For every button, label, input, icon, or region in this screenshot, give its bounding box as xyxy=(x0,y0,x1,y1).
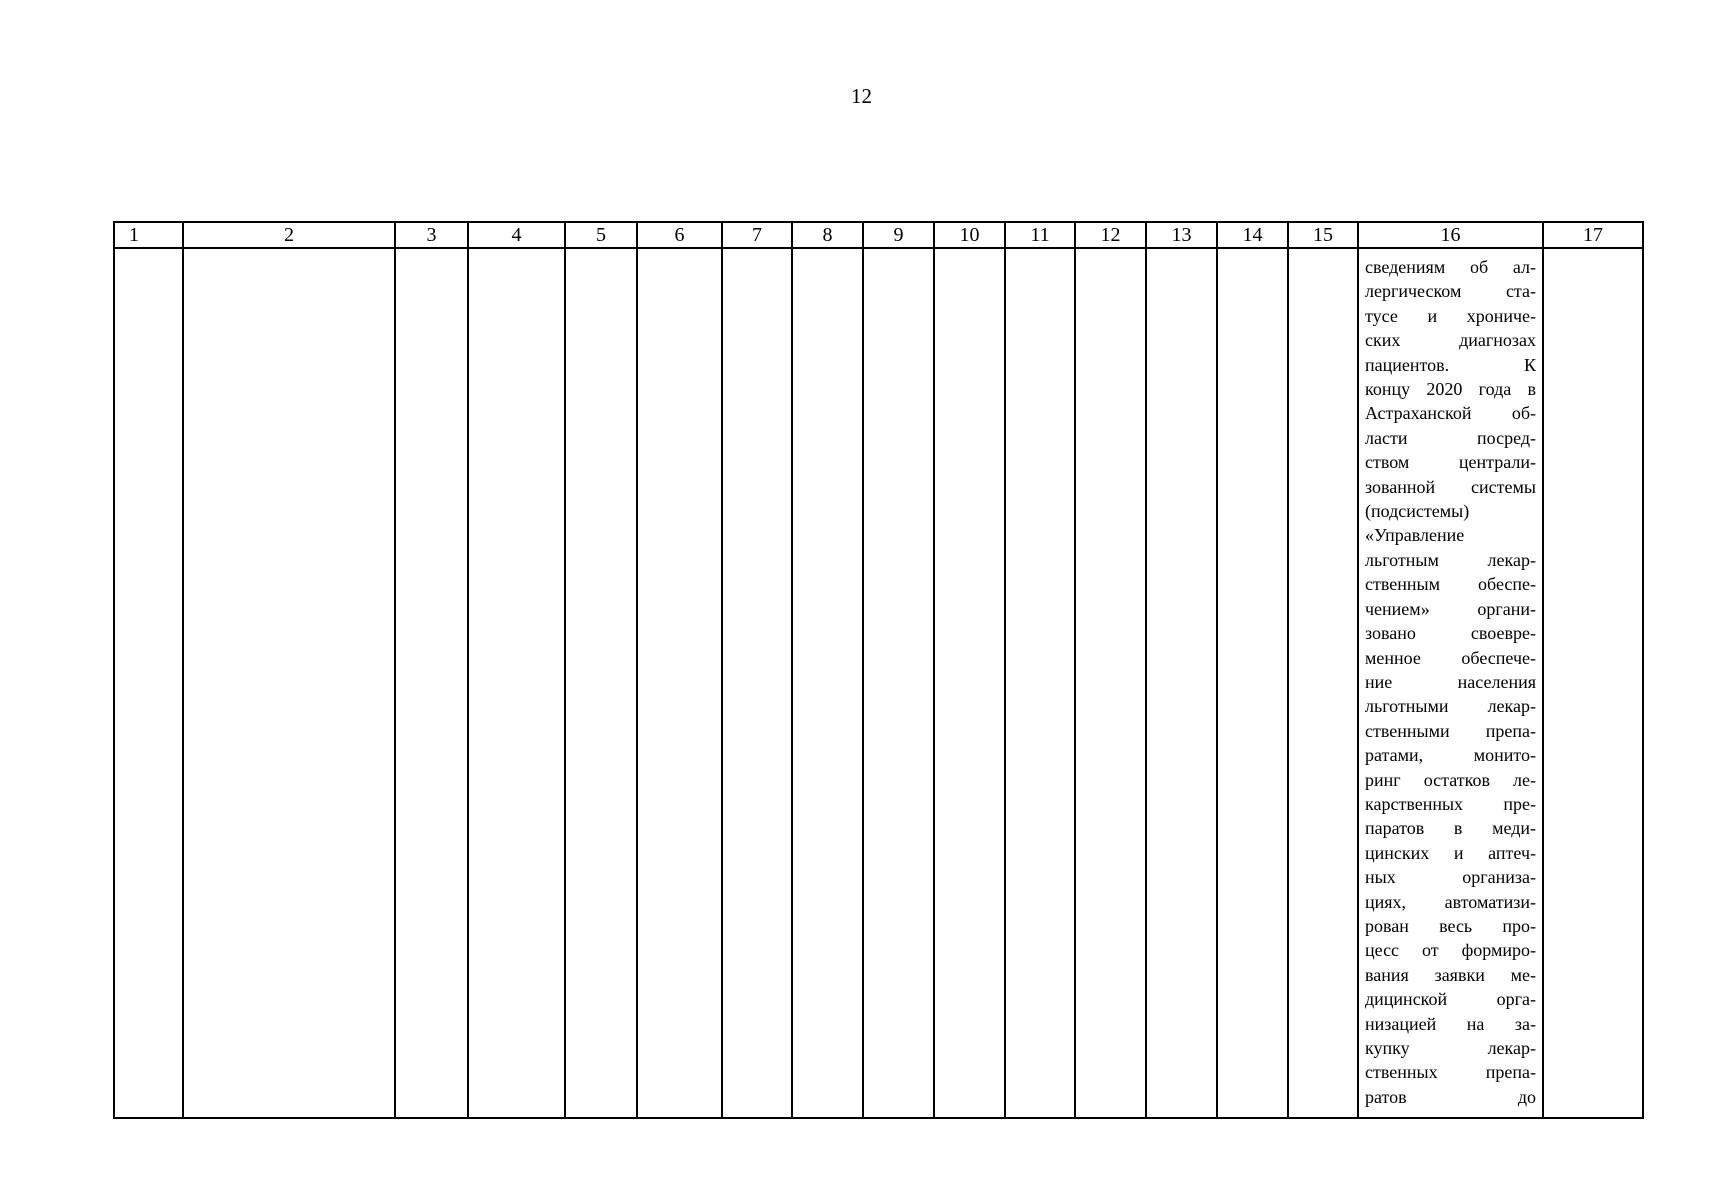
cell-col-12 xyxy=(1075,248,1146,1118)
cell-col-11 xyxy=(1005,248,1075,1118)
text-line: цесс от формиро- xyxy=(1365,940,1536,961)
column-header-2: 2 xyxy=(183,222,395,248)
cell-col-13 xyxy=(1146,248,1217,1118)
text-line: паратов в меди- xyxy=(1365,818,1536,839)
column-header-4: 4 xyxy=(468,222,565,248)
column-header-7: 7 xyxy=(722,222,792,248)
cell-col-14 xyxy=(1217,248,1288,1118)
text-line: купку лекар- xyxy=(1365,1038,1536,1058)
column-16-text xyxy=(1359,249,1542,1109)
column-header-1: 1 xyxy=(114,222,183,248)
text-line: ринг остатков ле- xyxy=(1365,769,1536,790)
text-line: низацией на за- xyxy=(1365,1013,1536,1034)
text-line: ратами, монито- xyxy=(1365,745,1536,766)
text-line: цинских и аптеч- xyxy=(1365,842,1536,863)
text-line: чением» органи- xyxy=(1365,598,1536,619)
column-header-15: 15 xyxy=(1288,222,1358,248)
text-line: лергическом ста- xyxy=(1365,281,1536,302)
cell-col-1 xyxy=(114,248,183,1118)
text-line: ственных препа- xyxy=(1365,1062,1536,1083)
text-line: «Управление xyxy=(1365,525,1465,546)
column-header-11: 11 xyxy=(1005,222,1075,248)
text-line: тусе и хрониче- xyxy=(1365,305,1536,326)
text-line: менное обеспече- xyxy=(1365,647,1536,668)
cell-col-6 xyxy=(637,248,722,1118)
column-header-9: 9 xyxy=(863,222,934,248)
column-header-3: 3 xyxy=(395,222,468,248)
text-line: рован весь про- xyxy=(1365,915,1536,936)
text-line: ственным обеспе- xyxy=(1365,574,1536,595)
cell-col-17 xyxy=(1543,248,1643,1118)
data-table xyxy=(113,221,1644,1119)
text-line: циях, автоматизи- xyxy=(1365,891,1536,912)
cell-col-15 xyxy=(1288,248,1358,1118)
column-header-8: 8 xyxy=(792,222,863,248)
text-line: Астраханской об- xyxy=(1365,403,1536,424)
column-header-13: 13 xyxy=(1146,222,1217,248)
cell-col-9 xyxy=(863,248,934,1118)
text-line: ласти посред- xyxy=(1365,427,1536,448)
text-line: (подсистемы) xyxy=(1365,501,1470,522)
text-line: зованной системы xyxy=(1365,476,1536,497)
cell-col-5 xyxy=(565,248,637,1118)
column-header-10: 10 xyxy=(934,222,1005,248)
column-header-12: 12 xyxy=(1075,222,1146,248)
column-header-6: 6 xyxy=(637,222,722,248)
text-line: льготным лекар- xyxy=(1365,549,1536,570)
text-line: льготными лекар- xyxy=(1365,696,1536,717)
cell-col-8 xyxy=(792,248,863,1118)
text-line: дицинской орга- xyxy=(1365,989,1536,1010)
cell-col-10 xyxy=(934,248,1005,1118)
column-header-17: 17 xyxy=(1543,222,1643,248)
cell-col-16 xyxy=(1358,248,1543,1118)
cell-col-4 xyxy=(468,248,565,1118)
cell-col-7 xyxy=(722,248,792,1118)
text-line: ством централи- xyxy=(1365,452,1536,473)
text-line: зовано своевре- xyxy=(1365,623,1536,644)
text-line: концу 2020 года в xyxy=(1365,379,1536,400)
text-line: ратов до xyxy=(1365,1086,1536,1107)
text-line: ских диагнозах xyxy=(1365,330,1536,351)
text-line: вания заявки ме- xyxy=(1365,964,1536,985)
header-row xyxy=(114,222,1643,248)
text-line: карственных пре- xyxy=(1365,793,1536,814)
page-number: 12 xyxy=(851,84,872,108)
cell-col-3 xyxy=(395,248,468,1118)
column-header-14: 14 xyxy=(1217,222,1288,248)
column-header-5: 5 xyxy=(565,222,637,248)
text-line: пациентов. К xyxy=(1365,354,1536,375)
cell-col-2 xyxy=(183,248,395,1118)
column-header-16: 16 xyxy=(1358,222,1543,248)
text-line: ственными препа- xyxy=(1365,720,1536,741)
text-line: ных организа- xyxy=(1365,867,1536,888)
table-row xyxy=(114,248,1643,1118)
text-line: сведениям об ал- xyxy=(1365,257,1536,277)
text-line: ние населения xyxy=(1365,671,1536,692)
